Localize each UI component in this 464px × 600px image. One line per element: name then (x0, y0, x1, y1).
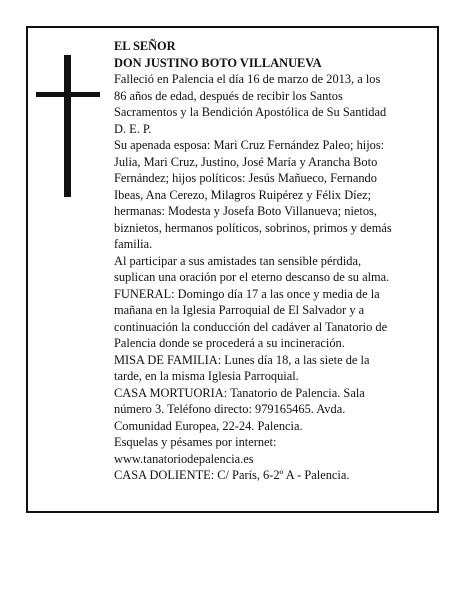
text-line: Palencia donde se procederá a su incineración. (114, 336, 345, 350)
cross-horizontal-bar (36, 92, 100, 97)
text-line: familia. (114, 237, 153, 251)
heading-title: EL SEÑOR (114, 39, 176, 53)
cross-vertical-bar (64, 55, 71, 197)
text-line: FUNERAL: Domingo día 17 a las once y media de la (114, 286, 380, 301)
text-line: Esquelas y pésames por internet: (114, 435, 277, 449)
obituary-text (114, 38, 434, 484)
text-line: tarde, en la misma Iglesia Parroquial. (114, 369, 299, 383)
text-line: Julia, Mari Cruz, Justino, José María y Arancha Boto (114, 154, 378, 169)
text-line: suplican una oración por el eterno descanso de su alma. (114, 270, 390, 284)
text-line: Ibeas, Ana Cerezo, Milagros Ruipérez y Félix Díez; (114, 187, 372, 202)
text-line: Su apenada esposa: Mari Cruz Fernández Paleo; hijos: (114, 138, 385, 152)
text-line: mañana en la Iglesia Parroquial de El Salvador y a (114, 303, 365, 317)
text-line: 86 años de edad, después de recibir los Santos (114, 88, 343, 103)
text-line: Fernández; hijos políticos: Jesús Mañueco, Fernando (114, 171, 377, 185)
text-line: D. E. P. (114, 121, 152, 136)
text-line: Al participar a sus amistades tan sensible pérdida, (114, 253, 362, 268)
cross-icon (36, 55, 100, 197)
text-line: CASA MORTUORIA: Tanatorio de Palencia. Sala (114, 385, 365, 400)
deceased-name: DON JUSTINO BOTO VILLANUEVA (114, 55, 322, 70)
text-line: CASA DOLIENTE: C/ París, 6-2º A - Palencia. (114, 468, 350, 482)
text-line: Falleció en Palencia el día 16 de marzo de 2013, a los (114, 72, 381, 86)
text-line: biznietos, hermanos políticos, sobrinos, primos y demás (114, 220, 392, 235)
text-line: Sacramentos y la Bendición Apostólica de Su Santidad (114, 105, 387, 119)
website-link[interactable]: www.tanatoriodepalencia.es (114, 451, 254, 466)
text-line: continuación la conducción del cadáver al Tanatorio de (114, 319, 388, 334)
text-line: MISA DE FAMILIA: Lunes día 18, a las siete de la (114, 352, 370, 367)
text-line: Comunidad Europea, 22-24. Palencia. (114, 418, 303, 433)
text-line: número 3. Teléfono directo: 979165465. Avda. (114, 402, 346, 416)
text-line: hermanas: Modesta y Josefa Boto Villanueva; nietos, (114, 204, 377, 218)
